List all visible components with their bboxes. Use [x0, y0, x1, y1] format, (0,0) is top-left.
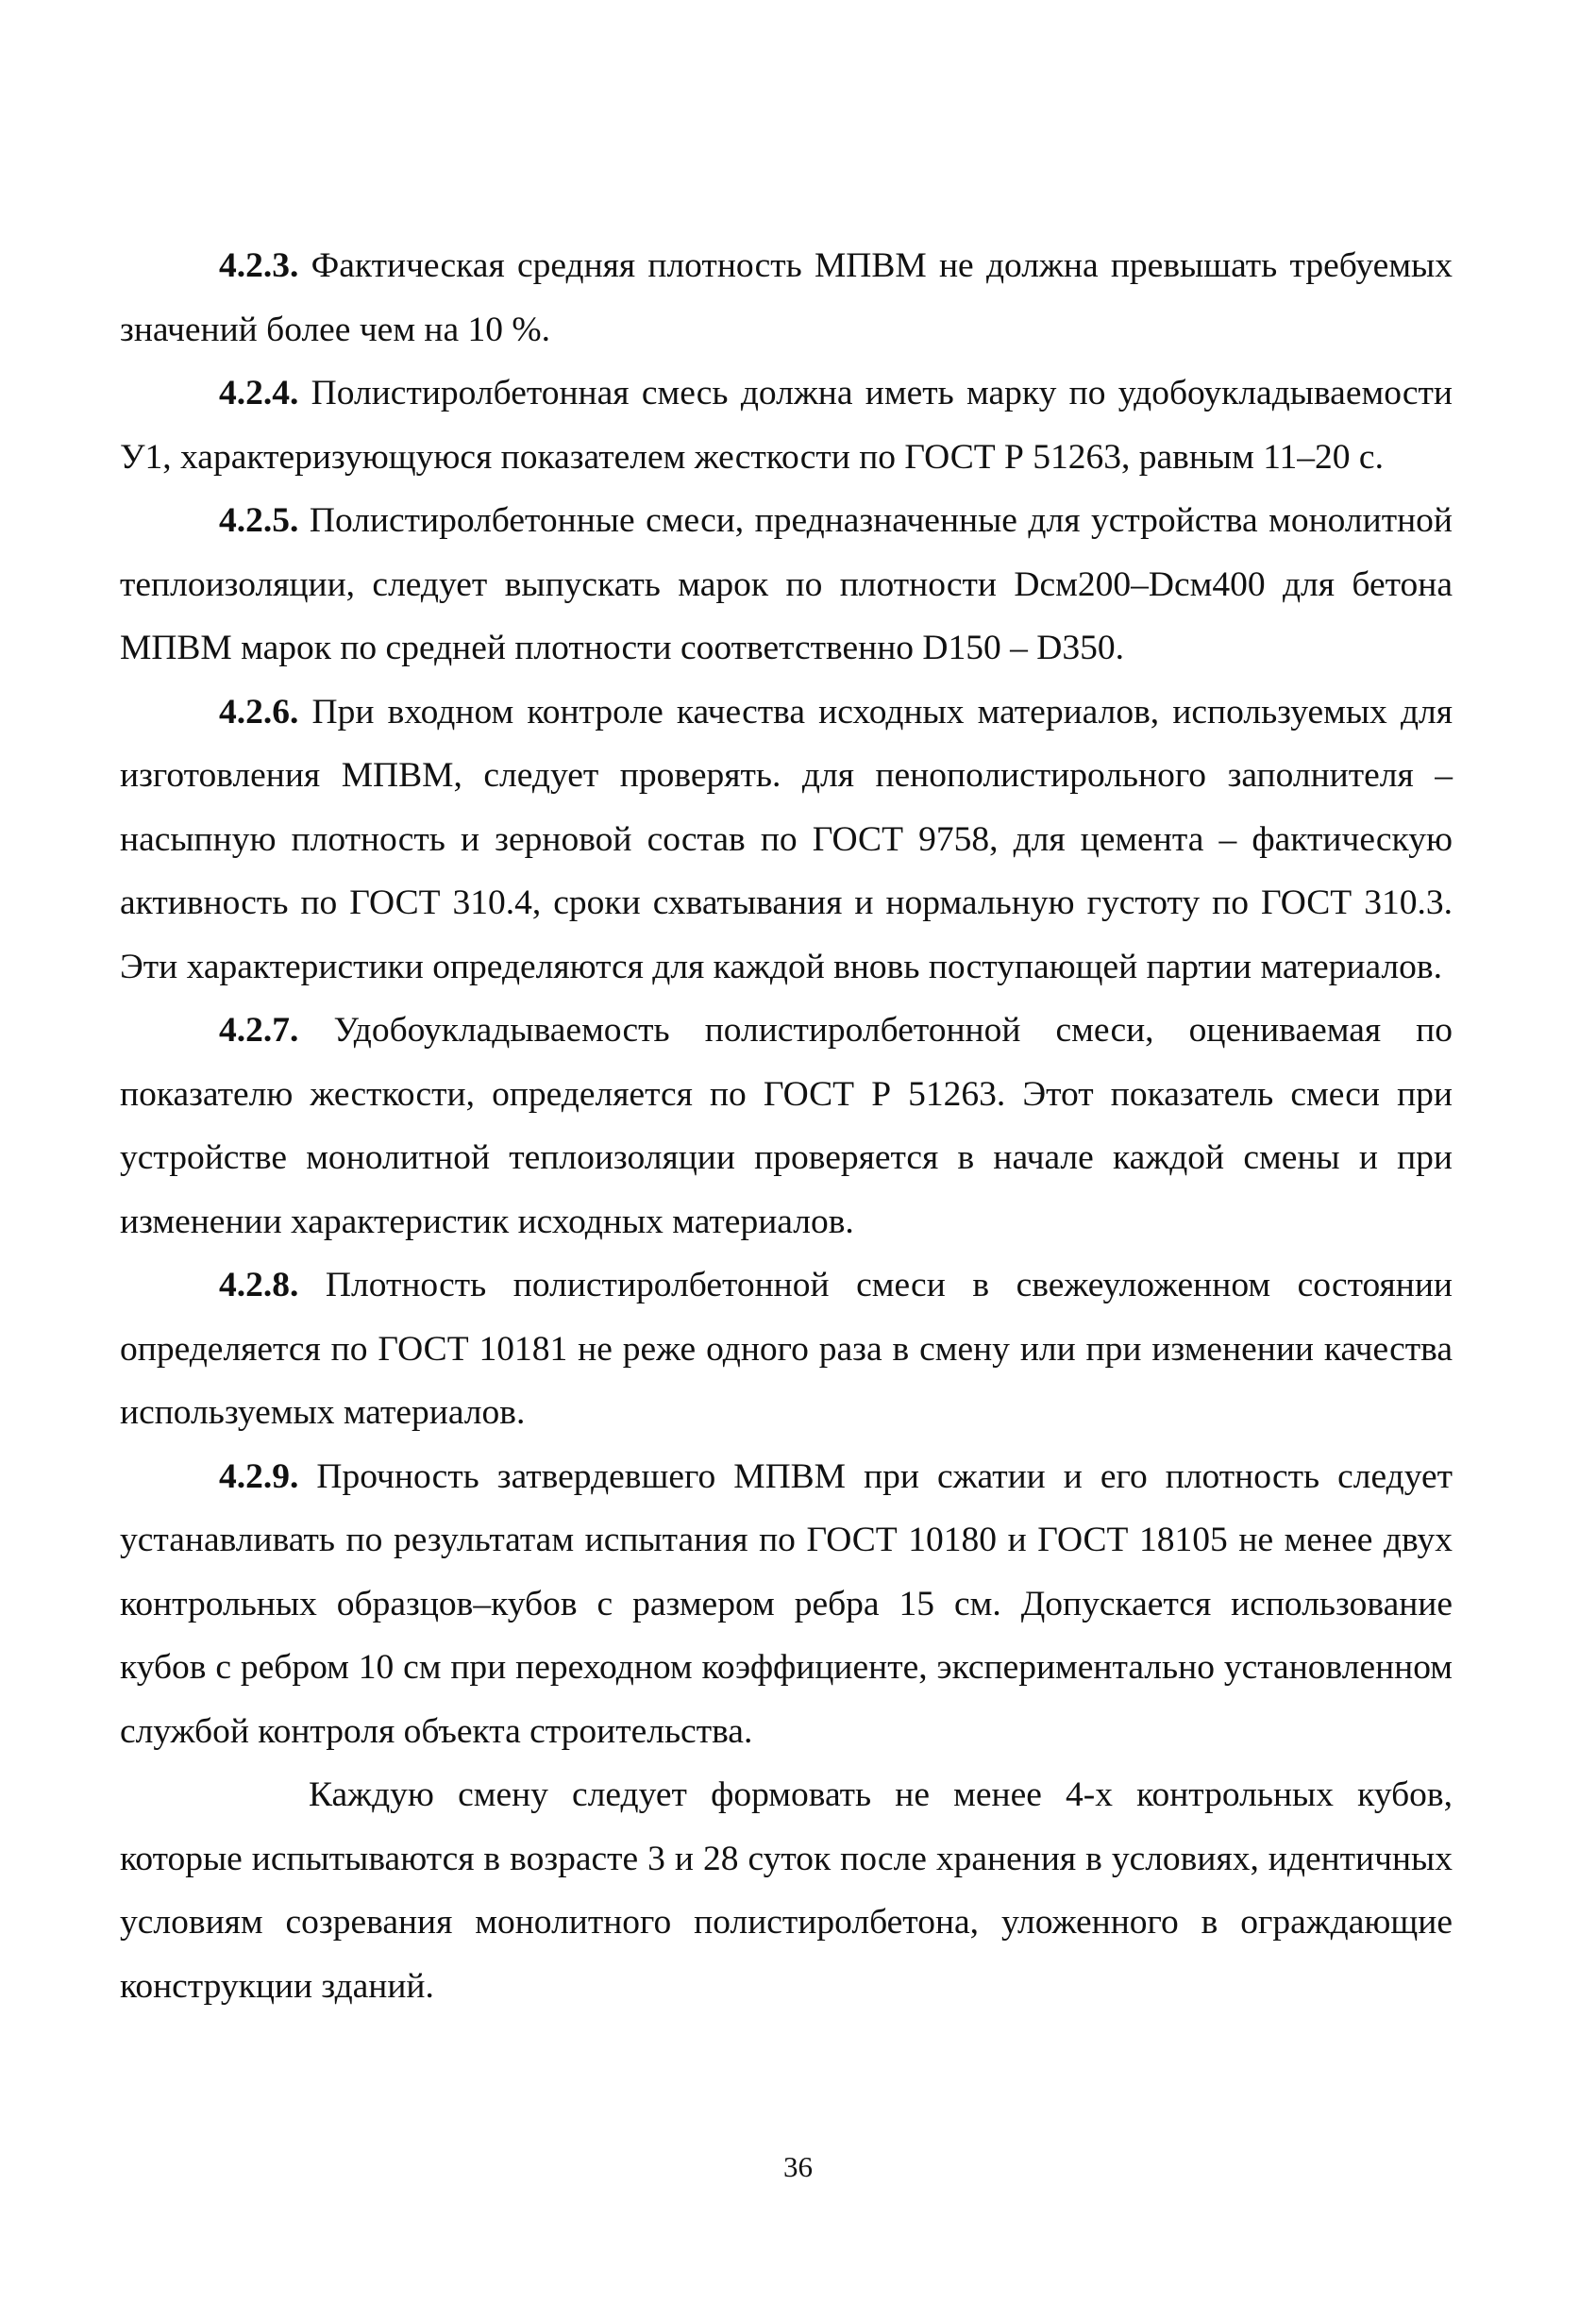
paragraph-text: Прочность затвердевшего МПВМ при сжатии и его плотность следует устанавливать по результатам испытания по ГОСТ 10180 и ГОСТ 18105 не менее двух контрольных образцов–кубов с размером ребра 15 см. Допускается использование кубов с ребром 10 см при переходном коэффициенте, экспериментально установленном службой контроля объекта строительства.	[120, 1456, 1453, 1751]
paragraph-text: Плотность полистиролбетонной смеси в свежеуложенном состоянии определяется по ГОСТ 10181 не реже одного раза в смену или при изменении качества используемых материалов.	[120, 1266, 1453, 1432]
paragraph-4-2-4	[120, 362, 1453, 489]
paragraph-number: 4.2.4.	[219, 374, 299, 412]
paragraph-text: При входном контроле качества исходных материалов, используемых для изготовления МПВМ, следует проверять. для пенополистирольного заполнителя – насыпную плотность и зерновой состав по ГОСТ 9758, для цемента – фактическую активность по ГОСТ 310.4, сроки схватывания и нормальную густоту по ГОСТ 310.3. Эти характеристики определяются для каждой вновь поступающей партии материалов.	[120, 692, 1453, 986]
document-body	[120, 234, 1453, 2018]
paragraph-number: 4.2.6.	[219, 692, 299, 732]
paragraph-number: 4.2.9.	[219, 1456, 299, 1496]
page-number: 36	[783, 2150, 813, 2183]
paragraph-4-2-6	[120, 681, 1453, 1000]
paragraph-4-2-5	[120, 489, 1453, 681]
paragraph-4-2-9	[120, 1445, 1453, 1764]
paragraph-text: Фактическая средняя плотность МПВМ не должна превышать требуемых значений более чем на 10 %.	[120, 246, 1453, 349]
paragraph-number: 4.2.8.	[219, 1266, 299, 1304]
paragraph-number: 4.2.3.	[219, 246, 299, 285]
paragraph-4-2-7	[120, 999, 1453, 1253]
paragraph-4-2-8	[120, 1253, 1453, 1445]
paragraph-text: Полистиролбетонные смеси, предназначенные для устройства монолитной теплоизоляции, следует выпускать марок по плотности Dсм200–Dсм400 для бетона МПВМ марок по средней плотности соответственно D150 – D350.	[120, 501, 1453, 667]
paragraph-number: 4.2.7.	[219, 1011, 299, 1050]
paragraph-number: 4.2.5.	[219, 501, 299, 540]
closing-paragraph: Каждую смену следует формовать не менее 4-х контрольных кубов, которые испытываются в возрасте 3 и 28 суток после хранения в условиях, идентичных условиям созревания монолитного полистиролбетона, уложенного в ограждающие конструкции зданий.	[120, 1775, 1453, 2006]
paragraph-4-2-3	[120, 234, 1453, 362]
paragraph-text: Удобоукладываемость полистиролбетонной смеси, оцениваемая по показателю жесткости, определяется по ГОСТ Р 51263. Этот показатель смеси при устройстве монолитной теплоизоляции проверяется в начале каждой смены и при изменении характеристик исходных материалов.	[120, 1011, 1453, 1241]
paragraph-text: Полистиролбетонная смесь должна иметь марку по удобоукладываемости У1, характеризующуюся показателем жесткости по ГОСТ Р 51263, равным 11–20 с.	[120, 374, 1453, 477]
